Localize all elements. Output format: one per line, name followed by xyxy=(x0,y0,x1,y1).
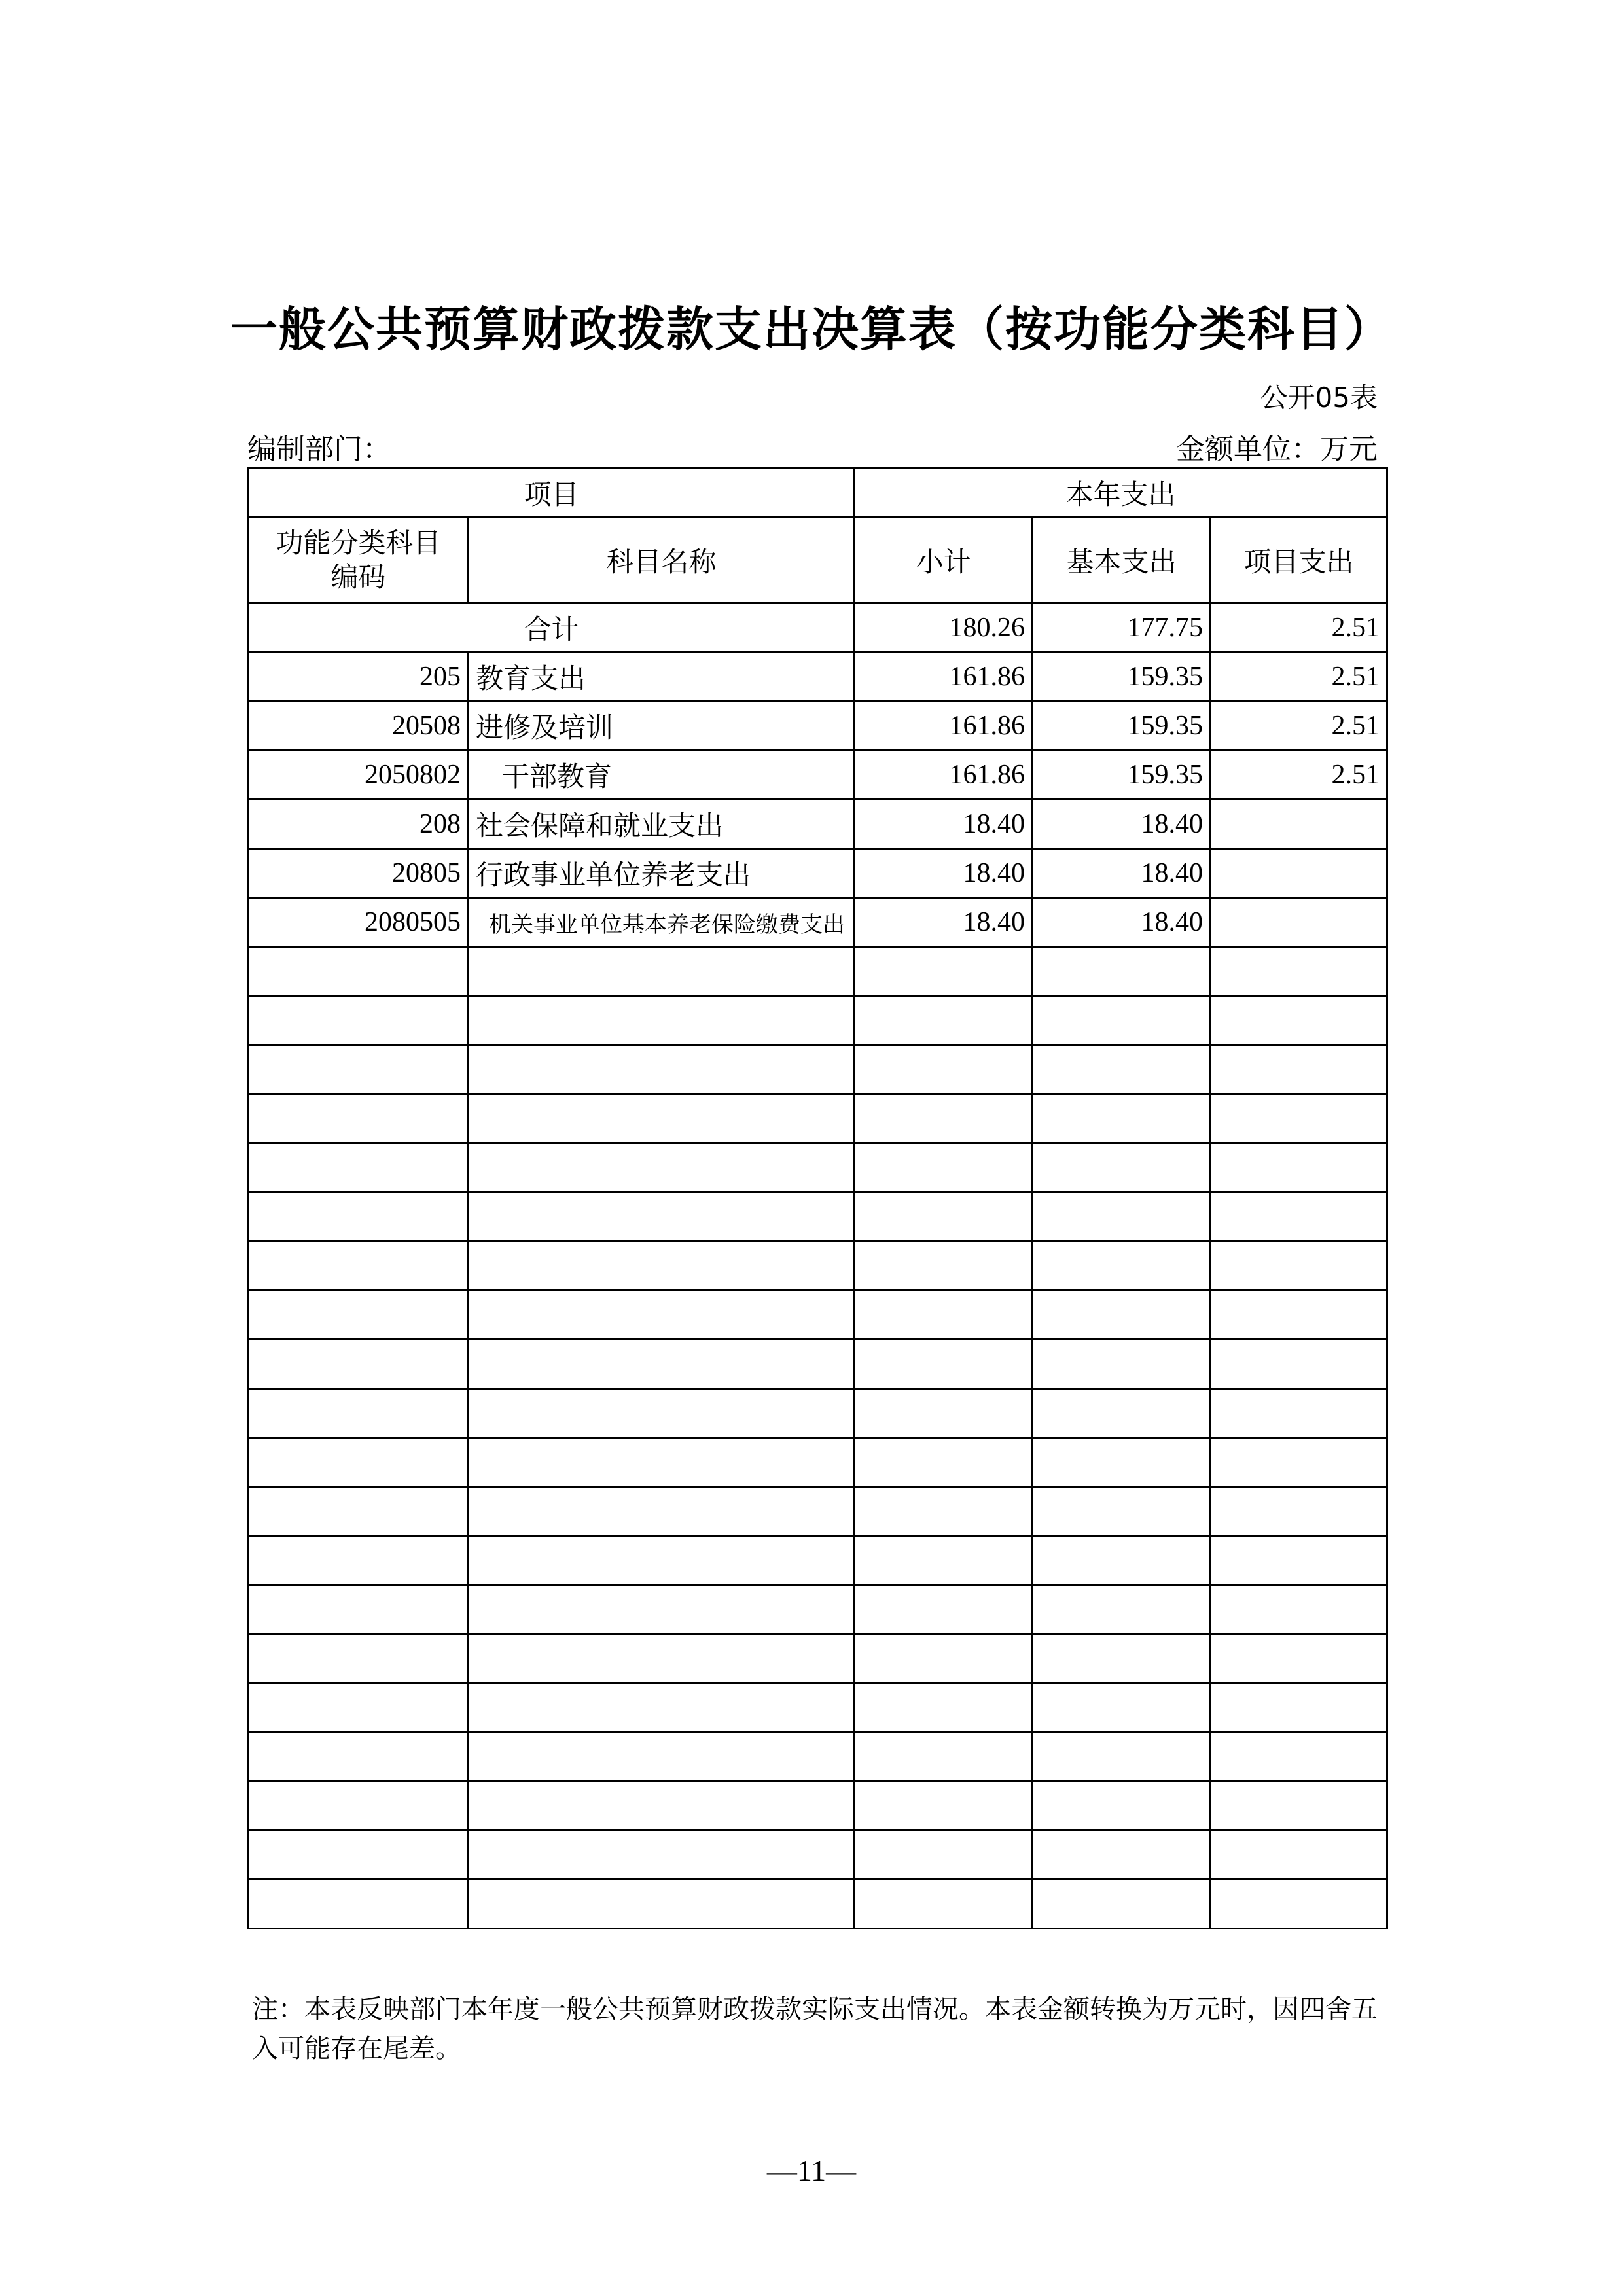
empty-row xyxy=(249,1389,1387,1438)
empty-row xyxy=(249,1732,1387,1782)
empty-cell xyxy=(249,1487,469,1536)
empty-cell xyxy=(1033,1634,1211,1683)
empty-row xyxy=(249,1094,1387,1143)
empty-cell xyxy=(855,1340,1033,1389)
row-basic: 18.40 xyxy=(1033,898,1211,947)
row-subtotal: 18.40 xyxy=(855,849,1033,898)
empty-row xyxy=(249,1045,1387,1094)
empty-cell xyxy=(249,947,469,996)
empty-cell xyxy=(249,1683,469,1732)
empty-cell xyxy=(1033,1291,1211,1340)
row-subtotal: 18.40 xyxy=(855,898,1033,947)
empty-cell xyxy=(1033,1045,1211,1094)
row-project: 2.51 xyxy=(1211,653,1387,702)
row-basic: 159.35 xyxy=(1033,702,1211,751)
empty-cell xyxy=(855,1634,1033,1683)
empty-cell xyxy=(1033,1487,1211,1536)
empty-cell xyxy=(249,1782,469,1831)
row-name: 进修及培训 xyxy=(469,702,855,751)
expenditure-table xyxy=(247,467,1388,1929)
empty-cell xyxy=(469,1880,855,1929)
empty-cell xyxy=(1211,1340,1387,1389)
row-name: 机关事业单位基本养老保险缴费支出 xyxy=(469,898,855,947)
empty-cell xyxy=(1033,1340,1211,1389)
empty-row xyxy=(249,1536,1387,1585)
empty-cell xyxy=(469,947,855,996)
empty-cell xyxy=(249,1193,469,1242)
row-project: 2.51 xyxy=(1211,702,1387,751)
empty-cell xyxy=(1033,1585,1211,1634)
empty-row xyxy=(249,1634,1387,1683)
empty-cell xyxy=(1033,1242,1211,1291)
empty-cell xyxy=(1211,1634,1387,1683)
empty-row xyxy=(249,1438,1387,1487)
empty-cell xyxy=(855,1585,1033,1634)
empty-cell xyxy=(469,1045,855,1094)
header-row-2 xyxy=(249,518,1387,603)
empty-cell xyxy=(855,1193,1033,1242)
empty-cell xyxy=(249,1143,469,1193)
row-name: 社会保障和就业支出 xyxy=(469,800,855,849)
empty-cell xyxy=(249,1585,469,1634)
row-project: 2.51 xyxy=(1211,751,1387,800)
row-subtotal: 161.86 xyxy=(855,702,1033,751)
header-project: 项目支出 xyxy=(1211,518,1387,603)
header-code: 功能分类科目 编码 xyxy=(249,518,469,603)
empty-cell xyxy=(855,1732,1033,1782)
row-code: 205 xyxy=(249,653,469,702)
empty-cell xyxy=(855,1389,1033,1438)
empty-cell xyxy=(1211,1291,1387,1340)
empty-cell xyxy=(1033,1782,1211,1831)
empty-row xyxy=(249,947,1387,996)
header-current-year: 本年支出 xyxy=(855,469,1387,518)
page-number: —11— xyxy=(766,2154,857,2187)
department-label: 编制部门： xyxy=(247,433,391,466)
row-code: 2050802 xyxy=(249,751,469,800)
empty-cell xyxy=(249,996,469,1045)
empty-cell xyxy=(1033,1438,1211,1487)
empty-row xyxy=(249,1143,1387,1193)
total-label: 合计 xyxy=(249,603,855,653)
empty-cell xyxy=(855,1831,1033,1880)
row-subtotal: 18.40 xyxy=(855,800,1033,849)
empty-cell xyxy=(1211,947,1387,996)
empty-cell xyxy=(469,1193,855,1242)
row-basic: 18.40 xyxy=(1033,849,1211,898)
footnote: 注：本表反映部门本年度一般公共预算财政拨款实际支出情况。本表金额转换为万元时，因四舍五入可能存在尾差。 xyxy=(252,1994,1378,2064)
form-number: 公开05表 xyxy=(1260,382,1378,414)
row-code: 20805 xyxy=(249,849,469,898)
row-name: 干部教育 xyxy=(469,751,855,800)
empty-cell xyxy=(1211,1094,1387,1143)
empty-cell xyxy=(249,1634,469,1683)
empty-cell xyxy=(249,1732,469,1782)
header-basic: 基本支出 xyxy=(1033,518,1211,603)
empty-cell xyxy=(855,1880,1033,1929)
empty-cell xyxy=(469,1585,855,1634)
empty-cell xyxy=(855,1242,1033,1291)
empty-cell xyxy=(855,1782,1033,1831)
table-row xyxy=(249,702,1387,751)
empty-row xyxy=(249,1242,1387,1291)
empty-cell xyxy=(1033,1536,1211,1585)
empty-cell xyxy=(1211,1585,1387,1634)
empty-cell xyxy=(1211,1389,1387,1438)
empty-cell xyxy=(249,1880,469,1929)
empty-cell xyxy=(855,1094,1033,1143)
empty-cell xyxy=(469,1487,855,1536)
empty-cell xyxy=(855,947,1033,996)
empty-row xyxy=(249,1683,1387,1732)
empty-cell xyxy=(249,1536,469,1585)
empty-cell xyxy=(469,1831,855,1880)
empty-cell xyxy=(1211,1732,1387,1782)
empty-cell xyxy=(1211,996,1387,1045)
empty-cell xyxy=(1033,1732,1211,1782)
row-code: 2080505 xyxy=(249,898,469,947)
empty-cell xyxy=(469,1536,855,1585)
empty-cell xyxy=(249,1291,469,1340)
row-basic: 159.35 xyxy=(1033,653,1211,702)
empty-cell xyxy=(469,996,855,1045)
empty-row xyxy=(249,1340,1387,1389)
row-project xyxy=(1211,898,1387,947)
empty-row xyxy=(249,1831,1387,1880)
empty-cell xyxy=(1033,996,1211,1045)
empty-cell xyxy=(469,1389,855,1438)
total-row xyxy=(249,603,1387,653)
row-project xyxy=(1211,800,1387,849)
table-row xyxy=(249,751,1387,800)
empty-cell xyxy=(1211,1782,1387,1831)
empty-cell xyxy=(469,1143,855,1193)
empty-cell xyxy=(469,1634,855,1683)
empty-cell xyxy=(855,1291,1033,1340)
row-basic: 159.35 xyxy=(1033,751,1211,800)
row-code: 20508 xyxy=(249,702,469,751)
empty-cell xyxy=(1211,1536,1387,1585)
row-project xyxy=(1211,849,1387,898)
header-subtotal: 小计 xyxy=(855,518,1033,603)
empty-cell xyxy=(469,1340,855,1389)
table-row xyxy=(249,898,1387,947)
empty-cell xyxy=(1033,1143,1211,1193)
empty-cell xyxy=(1211,1683,1387,1732)
empty-cell xyxy=(855,1045,1033,1094)
empty-cell xyxy=(469,1438,855,1487)
empty-cell xyxy=(249,1045,469,1094)
empty-cell xyxy=(249,1438,469,1487)
header-name: 科目名称 xyxy=(469,518,855,603)
empty-row xyxy=(249,996,1387,1045)
empty-cell xyxy=(249,1831,469,1880)
empty-cell xyxy=(1033,1683,1211,1732)
empty-cell xyxy=(1211,1193,1387,1242)
table-row xyxy=(249,849,1387,898)
empty-cell xyxy=(1211,1880,1387,1929)
empty-cell xyxy=(1211,1045,1387,1094)
empty-cell xyxy=(855,1536,1033,1585)
row-code: 208 xyxy=(249,800,469,849)
row-subtotal: 161.86 xyxy=(855,751,1033,800)
empty-row xyxy=(249,1782,1387,1831)
empty-cell xyxy=(249,1242,469,1291)
empty-cell xyxy=(469,1242,855,1291)
empty-cell xyxy=(1033,1094,1211,1143)
empty-cell xyxy=(1033,1831,1211,1880)
empty-cell xyxy=(1033,1193,1211,1242)
amount-unit-label: 金额单位：万元 xyxy=(1176,433,1378,466)
empty-cell xyxy=(1211,1143,1387,1193)
row-subtotal: 161.86 xyxy=(855,653,1033,702)
total-subtotal: 180.26 xyxy=(855,603,1033,653)
empty-row xyxy=(249,1291,1387,1340)
empty-cell xyxy=(855,1487,1033,1536)
empty-cell xyxy=(249,1340,469,1389)
table-row xyxy=(249,800,1387,849)
empty-row xyxy=(249,1487,1387,1536)
empty-row xyxy=(249,1585,1387,1634)
empty-cell xyxy=(249,1094,469,1143)
header-item: 项目 xyxy=(249,469,855,518)
empty-cell xyxy=(1211,1438,1387,1487)
row-name: 教育支出 xyxy=(469,653,855,702)
header-row-1 xyxy=(249,469,1387,518)
empty-row xyxy=(249,1193,1387,1242)
page-title: 一般公共预算财政拨款支出决算表（按功能分类科目） xyxy=(230,302,1393,357)
empty-cell xyxy=(1211,1487,1387,1536)
empty-cell xyxy=(855,1143,1033,1193)
row-name: 行政事业单位养老支出 xyxy=(469,849,855,898)
table-row xyxy=(249,653,1387,702)
empty-cell xyxy=(469,1732,855,1782)
empty-cell xyxy=(855,1683,1033,1732)
empty-cell xyxy=(1033,1880,1211,1929)
empty-cell xyxy=(469,1291,855,1340)
empty-cell xyxy=(469,1782,855,1831)
empty-cell xyxy=(1033,1389,1211,1438)
empty-cell xyxy=(1211,1831,1387,1880)
total-project: 2.51 xyxy=(1211,603,1387,653)
empty-row xyxy=(249,1880,1387,1929)
empty-cell xyxy=(249,1389,469,1438)
empty-cell xyxy=(855,996,1033,1045)
row-basic: 18.40 xyxy=(1033,800,1211,849)
empty-cell xyxy=(1033,947,1211,996)
empty-cell xyxy=(469,1094,855,1143)
empty-cell xyxy=(469,1683,855,1732)
empty-cell xyxy=(1211,1242,1387,1291)
total-basic: 177.75 xyxy=(1033,603,1211,653)
empty-cell xyxy=(855,1438,1033,1487)
